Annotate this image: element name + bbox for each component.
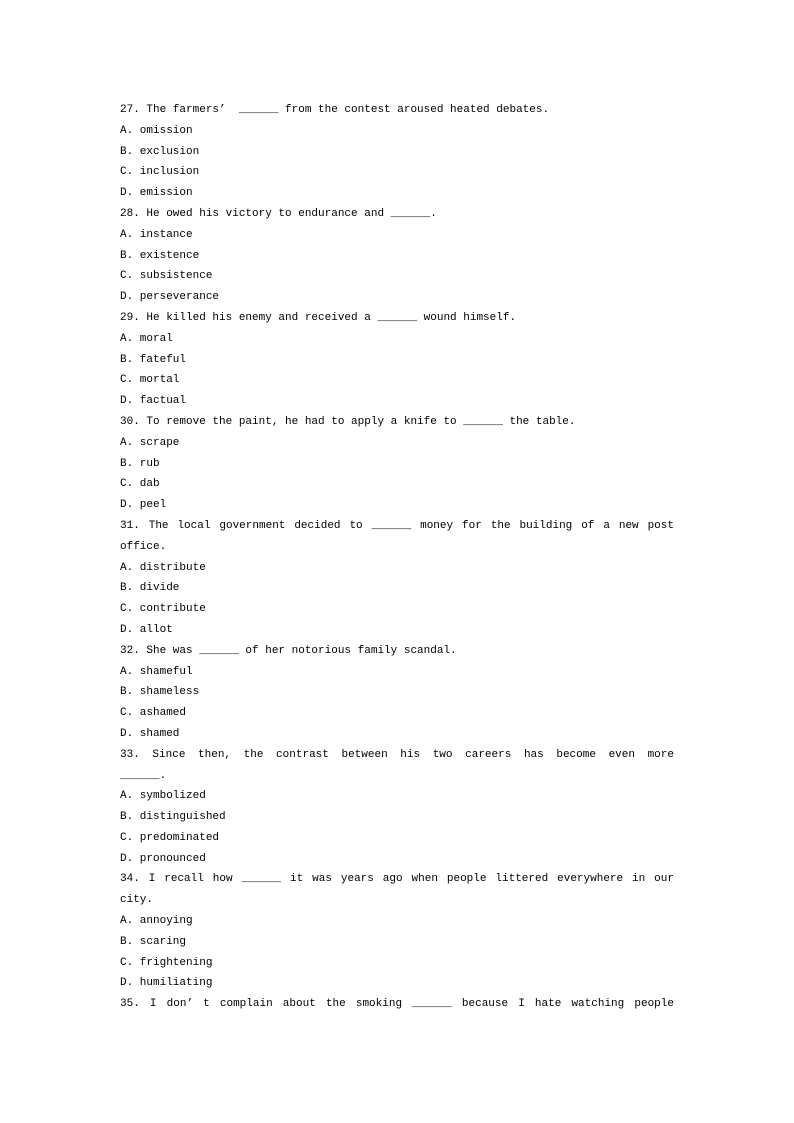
question-stem: 31. The local government decided to ______ money for the building of a new post [120, 519, 674, 532]
question-block [120, 994, 674, 1015]
answer-option: B. fateful [120, 353, 187, 366]
question-stem: 29. He killed his enemy and received a ______ wound himself. [120, 311, 517, 324]
question-block [120, 100, 674, 204]
answer-option: C. inclusion [120, 166, 200, 179]
question-block [120, 869, 674, 994]
answer-option: C. subsistence [120, 270, 213, 283]
answer-option: B. shameless [120, 686, 200, 699]
answer-option: D. shamed [120, 727, 180, 740]
answer-option: C. mortal [120, 374, 180, 387]
question-block [120, 745, 674, 870]
answer-option: A. instance [120, 228, 193, 241]
question-stem: 32. She was ______ of her notorious family scandal. [120, 644, 457, 657]
answer-option: A. distribute [120, 561, 206, 574]
answer-option: B. divide [120, 582, 180, 595]
answer-option: C. predominated [120, 831, 220, 844]
answer-option: D. allot [120, 623, 173, 636]
answer-option: A. shameful [120, 665, 193, 678]
answer-option: B. rub [120, 457, 160, 470]
answer-option: A. symbolized [120, 790, 206, 803]
answer-option: D. peel [120, 499, 167, 512]
question-stem: 35. I don’ t complain about the smoking ______ because I hate watching people [120, 998, 674, 1011]
question-stem: 28. He owed his victory to endurance and ______. [120, 207, 437, 220]
answer-option: B. existence [120, 249, 200, 262]
question-stem: 27. The farmers’ ______ from the contest aroused heated debates. [120, 104, 550, 116]
answer-option: C. dab [120, 478, 160, 491]
answer-option: B. distinguished [120, 811, 226, 824]
question-block [120, 308, 674, 412]
question-stem: ______. [120, 769, 167, 782]
question-stem: office. [120, 540, 167, 553]
answer-option: B. scaring [120, 935, 187, 948]
answer-option: C. frightening [120, 956, 213, 969]
answer-option: D. perseverance [120, 291, 220, 304]
question-stem: city. [120, 894, 154, 907]
answer-option: D. emission [120, 187, 193, 200]
question-block [120, 641, 674, 745]
answer-option: D. pronounced [120, 852, 206, 865]
answer-option: D. humiliating [120, 977, 213, 990]
question-stem: 30. To remove the paint, he had to apply a knife to ______ the table. [120, 415, 576, 428]
answer-option: A. scrape [120, 436, 180, 449]
answer-option: C. ashamed [120, 707, 187, 720]
answer-option: C. contribute [120, 603, 206, 616]
answer-option: B. exclusion [120, 145, 200, 158]
document-page [120, 100, 674, 1015]
question-block [120, 412, 674, 516]
answer-option: D. factual [120, 395, 187, 408]
answer-option: A. omission [120, 124, 193, 137]
question-stem: 34. I recall how ______ it was years ago when people littered everywhere in our [120, 873, 674, 886]
answer-option: A. annoying [120, 915, 193, 928]
question-stem: 33. Since then, the contrast between his two careers has become even more [120, 748, 674, 761]
question-block [120, 516, 674, 641]
question-block [120, 204, 674, 308]
answer-option: A. moral [120, 332, 173, 345]
